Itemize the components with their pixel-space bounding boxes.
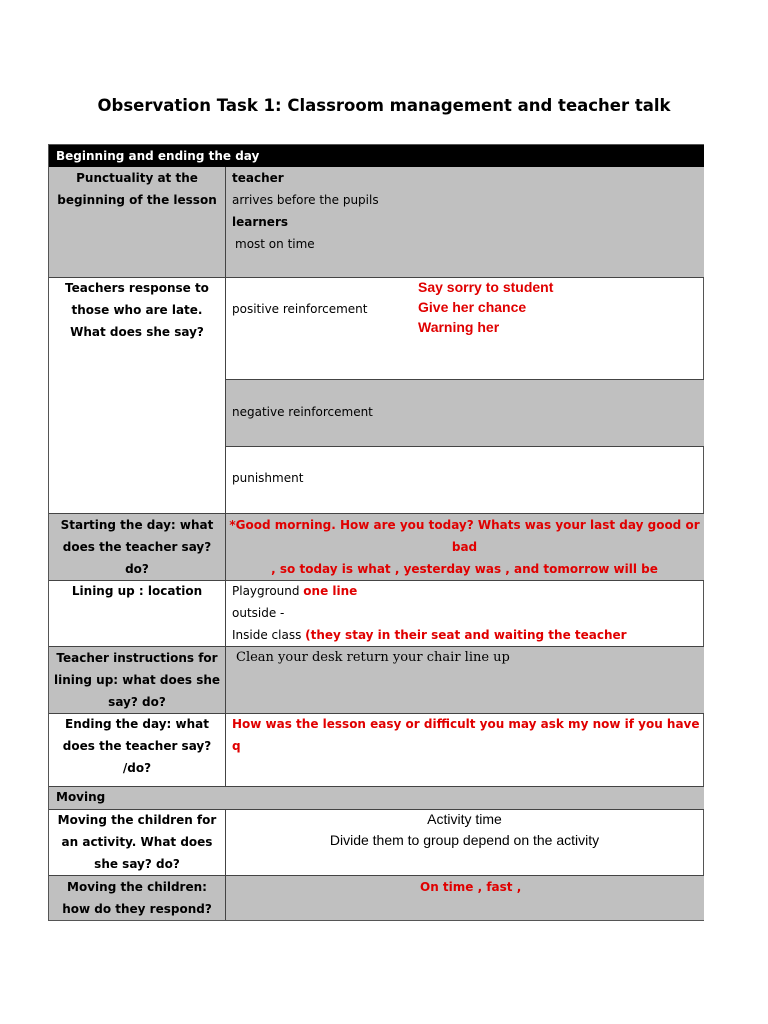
moving-activity-label: Moving the children for an activity. What does she say? do? [57, 813, 217, 871]
moving-respond-label: Moving the children: how do they respond? [49, 876, 225, 920]
starting-answer-line2: , so today is what , yesterday was , and tomorrow will be [271, 562, 658, 576]
page-title: Observation Task 1: Classroom management and teacher talk [97, 96, 671, 115]
section-header-beginning: Beginning and ending the day [49, 145, 704, 167]
section-header-moving: Moving [49, 786, 704, 809]
teacher-heading: teacher [232, 171, 284, 185]
learners-value: most on time [235, 237, 315, 251]
moving-activity-answer: Activity time Divide them to group depend on the activity [329, 811, 600, 848]
learners-heading: learners [232, 215, 289, 229]
late-label: Teachers response to those who are late. What does she say? [65, 281, 209, 339]
moving-respond-answer: On time , fast , [225, 876, 704, 920]
note-3: Warning her [418, 319, 500, 335]
note-1: Say sorry to student [418, 279, 554, 295]
column-divider [225, 809, 226, 920]
punishment: punishment [232, 471, 304, 485]
ending-label: Ending the day: what does the teacher say? /do? [62, 717, 212, 775]
negative-reinforcement: negative reinforcement [225, 380, 704, 446]
starting-label: Starting the day: what does the teacher say? do? [49, 514, 225, 580]
note-2: Give her chance [418, 299, 527, 315]
positive-notes [418, 277, 698, 337]
positive-reinforcement: positive reinforcement [232, 302, 368, 316]
starting-answer [225, 514, 704, 580]
teacher-value: arrives before the pupils [232, 193, 379, 207]
lining-instr-answer: Clean your desk return your chair line up [225, 647, 704, 713]
ending-answer: How was the lesson easy or difficult you may ask my now if you have q [232, 717, 700, 753]
lining-location-value: Playground one line outside - Inside class (they stay in their seat and waiting the teacher [232, 584, 627, 642]
punctuality-label: Punctuality at the beginning of the lesson [49, 167, 225, 277]
starting-answer-line1: *Good morning. How are you today? Whats was your last day good or bad [229, 518, 700, 554]
column-divider [225, 167, 226, 786]
lining-location-label: Lining up : location [71, 584, 203, 598]
punctuality-value [225, 167, 704, 277]
row-divider [49, 786, 704, 787]
lining-instr-label: Teacher instructions for lining up: what does she say? do? [49, 647, 225, 713]
